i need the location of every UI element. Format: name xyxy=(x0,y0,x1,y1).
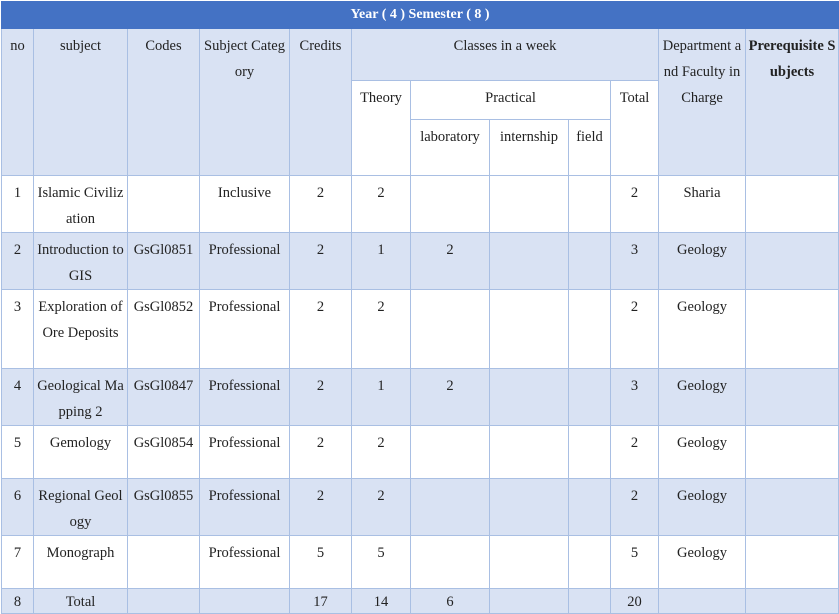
header-subject: subject xyxy=(34,29,128,176)
row-field xyxy=(569,176,611,233)
row-lab xyxy=(411,479,490,536)
table-row xyxy=(2,290,839,369)
row-field xyxy=(569,369,611,426)
curriculum-table xyxy=(1,1,839,614)
row-code: GsGl0851 xyxy=(128,233,200,290)
total-category xyxy=(200,589,290,614)
row-theory: 2 xyxy=(352,479,411,536)
header-row-1 xyxy=(2,29,839,81)
row-lab: 2 xyxy=(411,369,490,426)
table-row xyxy=(2,426,839,479)
total-lab: 6 xyxy=(411,589,490,614)
row-category: Professional xyxy=(200,233,290,290)
total-credits: 17 xyxy=(290,589,352,614)
row-category: Professional xyxy=(200,426,290,479)
row-theory: 5 xyxy=(352,536,411,589)
row-subject: Geological Mapping 2 xyxy=(34,369,128,426)
row-code: GsGl0854 xyxy=(128,426,200,479)
total-row xyxy=(2,589,839,614)
header-field: field xyxy=(569,120,611,176)
row-total: 5 xyxy=(611,536,659,589)
header-theory: Theory xyxy=(352,81,411,176)
row-category: Professional xyxy=(200,536,290,589)
row-no: 1 xyxy=(2,176,34,233)
row-subject: Regional Geology xyxy=(34,479,128,536)
header-no: no xyxy=(2,29,34,176)
row-intern xyxy=(490,369,569,426)
row-subject: Exploration of Ore Deposits xyxy=(34,290,128,369)
header-total: Total xyxy=(611,81,659,176)
row-no: 5 xyxy=(2,426,34,479)
row-credits: 2 xyxy=(290,426,352,479)
row-theory: 2 xyxy=(352,426,411,479)
row-credits: 2 xyxy=(290,369,352,426)
row-total: 3 xyxy=(611,233,659,290)
row-subject: Monograph xyxy=(34,536,128,589)
row-field xyxy=(569,290,611,369)
row-code: GsGl0847 xyxy=(128,369,200,426)
header-laboratory: laboratory xyxy=(411,120,490,176)
row-total: 2 xyxy=(611,290,659,369)
row-lab xyxy=(411,536,490,589)
row-credits: 2 xyxy=(290,479,352,536)
row-prereq xyxy=(746,233,839,290)
total-total: 20 xyxy=(611,589,659,614)
row-no: 7 xyxy=(2,536,34,589)
row-total: 2 xyxy=(611,479,659,536)
header-codes: Codes xyxy=(128,29,200,176)
row-category: Professional xyxy=(200,479,290,536)
table-title: Year ( 4 ) Semester ( 8 ) xyxy=(2,2,839,29)
row-no: 2 xyxy=(2,233,34,290)
header-department: Department and Faculty in Charge xyxy=(659,29,746,176)
row-field xyxy=(569,479,611,536)
total-code xyxy=(128,589,200,614)
row-prereq xyxy=(746,536,839,589)
row-prereq xyxy=(746,479,839,536)
title-row xyxy=(2,2,839,29)
total-intern xyxy=(490,589,569,614)
row-total: 2 xyxy=(611,176,659,233)
row-credits: 2 xyxy=(290,176,352,233)
row-theory: 1 xyxy=(352,233,411,290)
header-practical: Practical xyxy=(411,81,611,120)
row-lab: 2 xyxy=(411,233,490,290)
table-row xyxy=(2,479,839,536)
row-dept: Sharia xyxy=(659,176,746,233)
row-no: 6 xyxy=(2,479,34,536)
header-classes: Classes in a week xyxy=(352,29,659,81)
row-theory: 1 xyxy=(352,369,411,426)
row-credits: 2 xyxy=(290,233,352,290)
row-intern xyxy=(490,479,569,536)
table-row xyxy=(2,369,839,426)
total-field xyxy=(569,589,611,614)
row-category: Professional xyxy=(200,369,290,426)
row-dept: Geology xyxy=(659,426,746,479)
row-dept: Geology xyxy=(659,290,746,369)
row-total: 2 xyxy=(611,426,659,479)
row-dept: Geology xyxy=(659,369,746,426)
row-prereq xyxy=(746,426,839,479)
row-prereq xyxy=(746,290,839,369)
total-no: 8 xyxy=(2,589,34,614)
row-code: GsGl0855 xyxy=(128,479,200,536)
header-prerequisite: Prerequisite Subjects xyxy=(746,29,839,176)
row-prereq xyxy=(746,369,839,426)
row-lab xyxy=(411,176,490,233)
row-intern xyxy=(490,426,569,479)
row-dept: Geology xyxy=(659,536,746,589)
row-theory: 2 xyxy=(352,176,411,233)
row-lab xyxy=(411,426,490,479)
row-intern xyxy=(490,176,569,233)
row-category: Inclusive xyxy=(200,176,290,233)
row-prereq xyxy=(746,176,839,233)
row-theory: 2 xyxy=(352,290,411,369)
header-internship: internship xyxy=(490,120,569,176)
row-no: 3 xyxy=(2,290,34,369)
row-intern xyxy=(490,536,569,589)
row-total: 3 xyxy=(611,369,659,426)
row-intern xyxy=(490,290,569,369)
total-theory: 14 xyxy=(352,589,411,614)
row-field xyxy=(569,233,611,290)
row-subject: Islamic Civilization xyxy=(34,176,128,233)
row-field xyxy=(569,426,611,479)
row-code: GsGl0852 xyxy=(128,290,200,369)
header-credits: Credits xyxy=(290,29,352,176)
row-dept: Geology xyxy=(659,479,746,536)
row-dept: Geology xyxy=(659,233,746,290)
table-row xyxy=(2,233,839,290)
row-intern xyxy=(490,233,569,290)
row-lab xyxy=(411,290,490,369)
table-row xyxy=(2,536,839,589)
row-code xyxy=(128,176,200,233)
header-category: Subject Category xyxy=(200,29,290,176)
row-credits: 2 xyxy=(290,290,352,369)
row-subject: Gemology xyxy=(34,426,128,479)
total-dept xyxy=(659,589,746,614)
row-no: 4 xyxy=(2,369,34,426)
total-prereq xyxy=(746,589,839,614)
row-field xyxy=(569,536,611,589)
row-category: Professional xyxy=(200,290,290,369)
row-code xyxy=(128,536,200,589)
row-credits: 5 xyxy=(290,536,352,589)
row-subject: Introduction to GIS xyxy=(34,233,128,290)
total-label: Total xyxy=(34,589,128,614)
table-row xyxy=(2,176,839,233)
